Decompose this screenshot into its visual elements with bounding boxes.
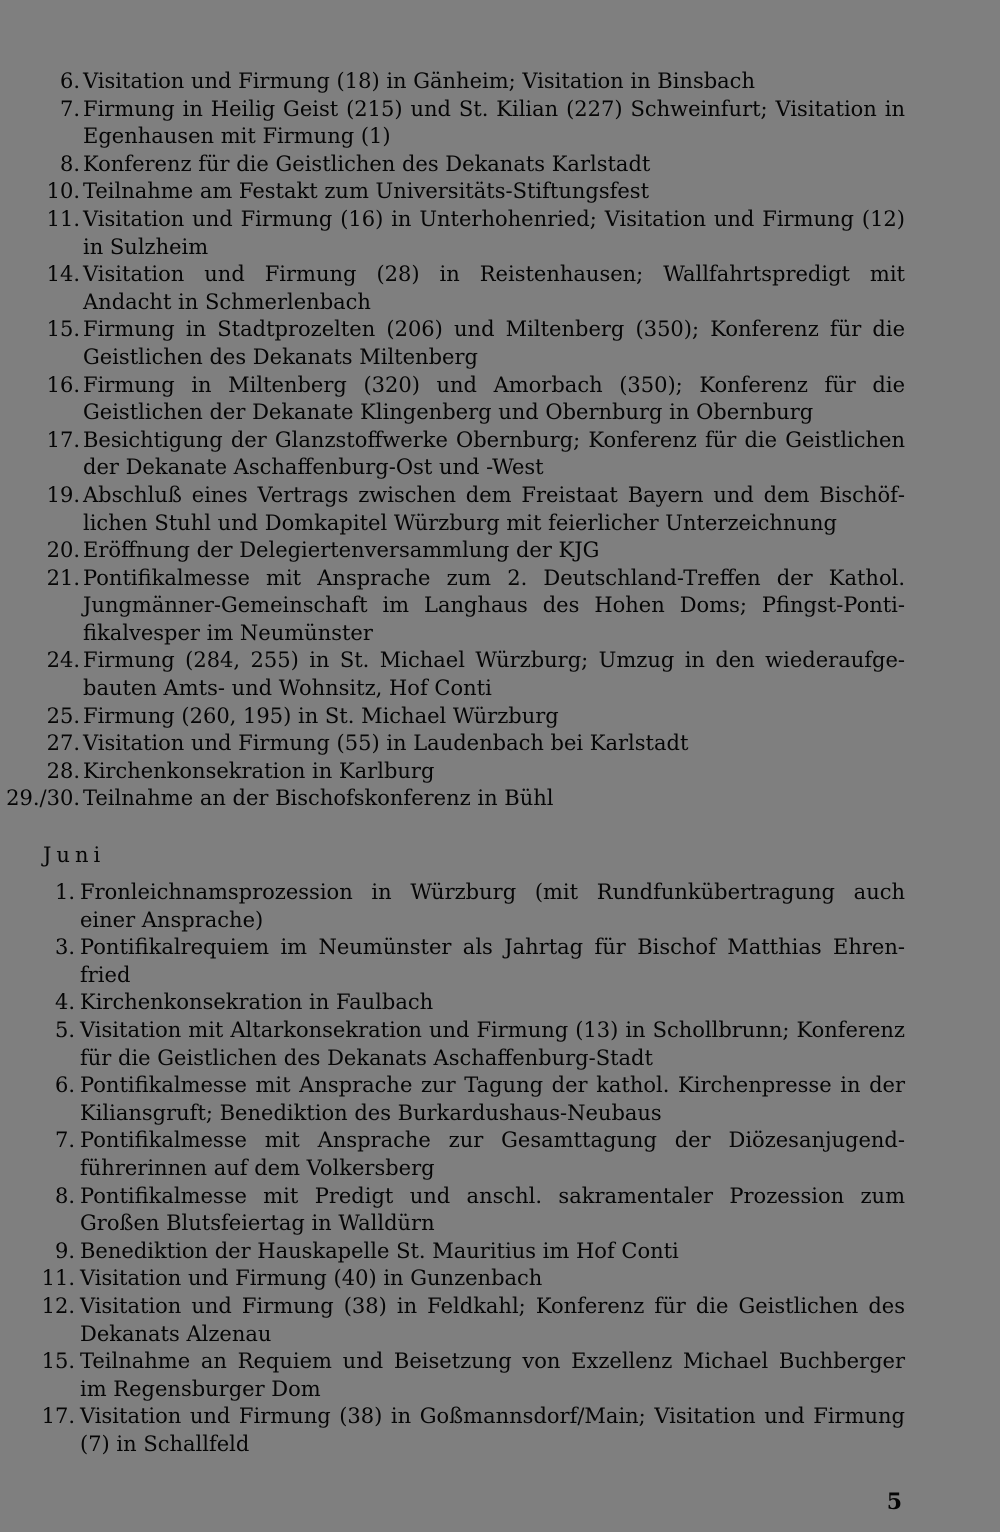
- entry-date: 17.: [46, 427, 80, 452]
- june-entry-list: [0, 879, 1000, 1458]
- entry-date: 7.: [59, 96, 80, 121]
- entry-text: Benediktion der Hauskapelle St. Mauritius im Hof Conti: [80, 1238, 679, 1263]
- list-item: [0, 1127, 1000, 1182]
- entry-date: 10.: [46, 179, 80, 204]
- entry-date: 25.: [46, 703, 80, 728]
- list-item: [0, 537, 1000, 565]
- entry-date: 15.: [41, 1349, 75, 1374]
- entry-text: Pontifikalmesse mit Ansprache zum 2. Deutschland-Treffen der Kathol. Jungmänner-Gemeinschaft im Langhaus des Hohen Doms; Pfingst-Pontifikalvesper im Neumünster: [83, 565, 905, 645]
- entry-date: 4.: [54, 990, 75, 1015]
- entry-text: Pontifikalmesse mit Ansprache zur Gesamttagung der Diözesanjugendführerinnen auf dem Volkersberg: [80, 1128, 905, 1180]
- list-item: [0, 1348, 1000, 1403]
- entry-date: 27.: [46, 731, 80, 756]
- entry-text: Kirchenkonsekration in Faulbach: [80, 990, 434, 1015]
- entry-date: 21.: [46, 565, 80, 590]
- entry-text: Pontifikalmesse mit Ansprache zur Tagung der kathol. Kirchenpresse in der Kiliansgruft; Benediktion des Burkardushaus-Neubaus: [80, 1073, 905, 1125]
- list-item: [0, 1293, 1000, 1348]
- entry-date: 28.: [46, 758, 80, 783]
- entry-date: 11.: [41, 1266, 75, 1291]
- entry-text: Visitation und Firmung (55) in Laudenbach bei Karlstadt: [83, 731, 689, 756]
- may-entry-list: [0, 68, 1000, 813]
- entry-date: 17.: [41, 1404, 75, 1429]
- list-item: [0, 178, 1000, 206]
- list-item: [0, 1017, 1000, 1072]
- list-item: [0, 372, 1000, 427]
- entry-date: 14.: [46, 262, 80, 287]
- entry-date: 20.: [46, 538, 80, 563]
- entry-date: 24.: [46, 648, 80, 673]
- entry-date: 5.: [54, 1017, 75, 1042]
- list-item: [0, 934, 1000, 989]
- entry-text: Visitation und Firmung (38) in Goßmannsdorf/Main; Visitation und Firmung (7) in Schallfeld: [80, 1404, 905, 1456]
- list-item: [0, 703, 1000, 731]
- entry-text: Teilnahme an der Bischofskonferenz in Bühl: [83, 786, 554, 811]
- entry-text: Firmung in Heilig Geist (215) und St. Kilian (227) Schweinfurt; Visitation in Egenhausen mit Firmung (1): [83, 96, 905, 149]
- list-item: [0, 1265, 1000, 1293]
- entry-text: Pontifikalmesse mit Predigt und anschl. sakramentaler Prozession zum Großen Blutsfeiertag in Walldürn: [80, 1183, 905, 1236]
- entry-date: 6.: [54, 1073, 75, 1098]
- entry-date: 19.: [46, 482, 80, 507]
- entry-text: Visitation und Firmung (16) in Unterhohenried; Visitation und Firmung (12) in Sulzheim: [83, 206, 905, 259]
- entry-date: 8.: [59, 151, 80, 176]
- entry-date: 16.: [46, 372, 80, 397]
- page-number: 5: [886, 1489, 902, 1515]
- entry-text: Kirchenkonsekration in Karlburg: [83, 758, 435, 783]
- list-item: [0, 96, 1000, 151]
- entry-date: 29./30.: [6, 786, 80, 811]
- list-item: [0, 316, 1000, 371]
- entry-text: Fronleichnamsprozession in Würzburg (mit Rundfunkübertragung auch einer Ansprache): [80, 880, 905, 932]
- entry-text: Pontifikalrequiem im Neumünster als Jahrtag für Bischof Matthias Ehrenfried: [80, 935, 905, 987]
- entry-text: Eröffnung der Delegiertenversammlung der KJG: [83, 538, 600, 563]
- list-item: [0, 1183, 1000, 1238]
- entry-date: 12.: [41, 1293, 75, 1318]
- list-item: [0, 206, 1000, 261]
- list-item: [0, 1403, 1000, 1458]
- list-item: [0, 565, 1000, 648]
- entry-text: Visitation und Firmung (38) in Feldkahl; Konferenz für die Geistlichen des Dekanats Alzenau: [80, 1293, 905, 1346]
- entry-text: Teilnahme am Festakt zum Universitäts-Stiftungsfest: [83, 179, 650, 204]
- entry-date: 15.: [46, 317, 80, 342]
- entry-text: Firmung in Stadtprozelten (206) und Miltenberg (350); Konferenz für die Geistlichen des Dekanats Miltenberg: [83, 317, 905, 369]
- list-item: [0, 989, 1000, 1017]
- entry-text: Firmung (260, 195) in St. Michael Würzburg: [83, 703, 559, 728]
- list-item: [0, 68, 1000, 96]
- entry-text: Teilnahme an Requiem und Beisetzung von Exzellenz Michael Buchberger im Regensburger Dom: [80, 1349, 905, 1401]
- entry-text: Visitation und Firmung (28) in Reistenhausen; Wallfahrtspredigt mit Andacht in Schmerlenbach: [83, 262, 905, 314]
- entry-date: 7.: [54, 1128, 75, 1153]
- list-item: [0, 151, 1000, 179]
- list-item: [0, 1238, 1000, 1266]
- list-item: [0, 758, 1000, 786]
- list-item: [0, 1072, 1000, 1127]
- list-item: [0, 879, 1000, 934]
- entry-date: 3.: [54, 935, 75, 960]
- entry-date: 9.: [54, 1238, 75, 1263]
- list-item: [0, 482, 1000, 537]
- entry-date: 11.: [46, 206, 80, 231]
- entry-date: 6.: [59, 69, 80, 93]
- entry-date: 1.: [54, 880, 75, 904]
- entry-text: Firmung in Miltenberg (320) und Amorbach (350); Konferenz für die Geistlichen der Dekanate Klingenberg und Obernburg in Obernburg: [83, 372, 905, 425]
- entry-text: Abschluß eines Vertrags zwischen dem Freistaat Bayern und dem Bischöflichen Stuhl und Domkapitel Würzburg mit feierlicher Unterzeichnung: [83, 482, 905, 535]
- entry-text: Firmung (284, 255) in St. Michael Würzburg; Umzug in den wiederaufgebauten Amts- und Wohnsitz, Hof Conti: [83, 648, 905, 701]
- entry-text: Visitation und Firmung (18) in Gänheim; Visitation in Binsbach: [83, 69, 755, 93]
- list-item: [0, 730, 1000, 758]
- entry-text: Visitation mit Altarkonsekration und Firmung (13) in Schollbrunn; Konferenz für die Geistlichen des Dekanats Aschaffenburg-Stadt: [80, 1017, 905, 1070]
- list-item: [0, 647, 1000, 702]
- list-item: [0, 427, 1000, 482]
- entry-text: Besichtigung der Glanzstoffwerke Obernburg; Konferenz für die Geistlichen der Dekanate Aschaffenburg-Ost und -West: [83, 427, 905, 480]
- list-item: [0, 261, 1000, 316]
- month-heading-june: Juni: [43, 843, 106, 867]
- list-item: [0, 785, 1000, 813]
- entry-date: 8.: [54, 1183, 75, 1208]
- entry-text: Konferenz für die Geistlichen des Dekanats Karlstadt: [83, 151, 651, 176]
- entry-text: Visitation und Firmung (40) in Gunzenbach: [80, 1266, 543, 1291]
